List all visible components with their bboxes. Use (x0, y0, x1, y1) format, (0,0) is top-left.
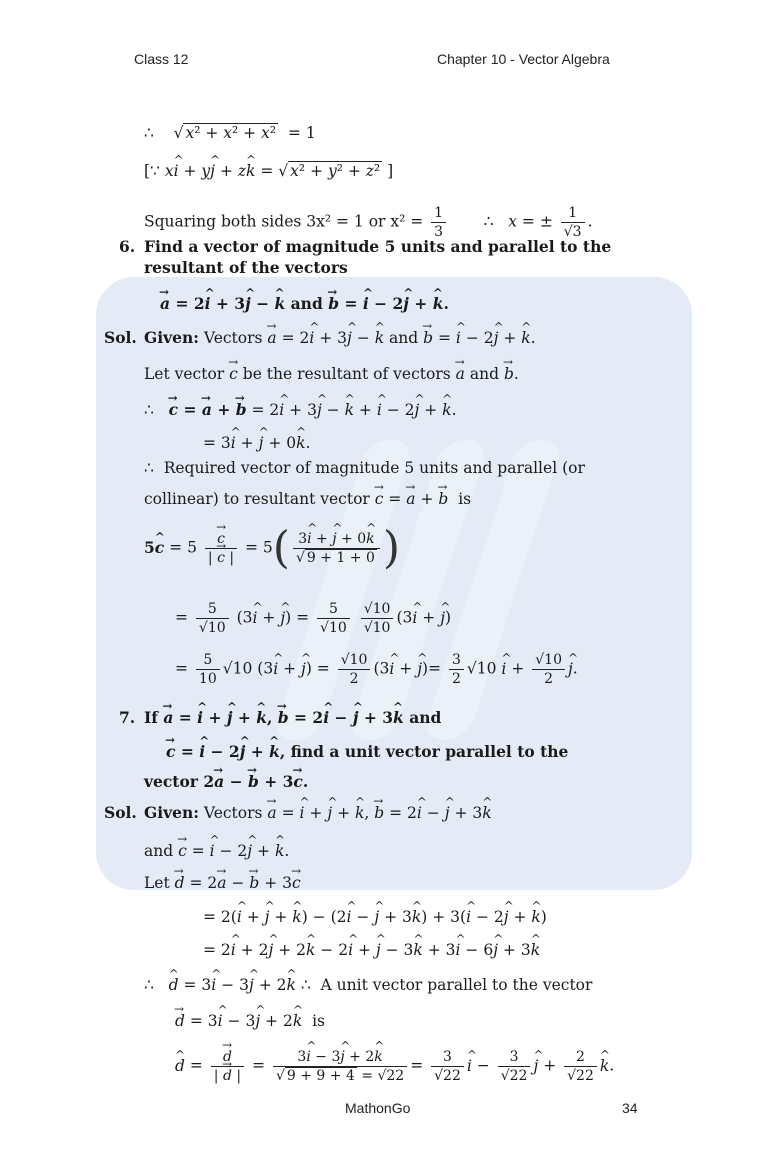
sol6-c-equals: ∴ → c = → a + → b = 2^ i + 3^ j − ^ k + ^ i − 2^ j + ^ k. (144, 399, 457, 421)
q6-line1: Find a vector of magnitude 5 units and parallel to the (144, 237, 612, 256)
q7-line1: If → a = ^ i + ^ j + ^ k, → b = 2^ i − ^ j + 3^ k and (144, 707, 441, 729)
sol6-let-line: Let vector → c be the resultant of vectors → a and → b. (144, 363, 519, 385)
sol7-given-line: Given: Vectors → a = ^ i + ^ j + ^ k, → b = 2^ i − ^ j + 3^ k (144, 802, 492, 824)
sol6-given-line: Given: Vectors → a = 2^ i + 3^ j − ^ k and → b = ^ i − 2^ j + ^ k. (144, 327, 536, 349)
sol6-5c-equation: 5^ c = 5 → $\frac{c}{| \to c |}$ = 5( $\frac{3\^{} i + \^{} j + 0\^{} k}{√ 9 + 1 + 0}$ ) (144, 530, 400, 567)
sol7-let-d: Let → d = 2→ a − → b + 3→ c (144, 872, 301, 894)
squaring-text: Squaring both sides 3x² = 1 or x² = (144, 212, 424, 231)
sol7-d-expand2: = 2^ i + 2^ j + 2^ k − 2^ i + ^ j − 3^ k + 3^ i − 6^ j + 3^ k (203, 939, 540, 961)
sol6-step2: = $\frac{5}{10}$ √10 (3^ i + ^ j) = $\frac{√10}{2}$ (3^ i + ^ j)= $\frac{3}{2}$ √10 ^ i + $\frac{√10}{2}$ ^ j. (175, 651, 578, 688)
q7-line3: vector 2→ a − → b + 3→ c. (144, 771, 308, 793)
sol6-label: Sol. (104, 328, 137, 347)
sol6-collinear-line: collinear) to resultant vector → c = → a + → b is (144, 488, 471, 510)
sol7-label: Sol. (104, 803, 137, 822)
class-label: Class 12 (134, 51, 189, 67)
eq-magnitude-note: [∵ x^ i + y^ j + z^ k = √ x² + y² + z² ] (144, 160, 393, 182)
q6-and: and (290, 294, 323, 313)
q6-line2: resultant of the vectors (144, 258, 348, 277)
q6-number: 6. (119, 237, 136, 256)
sol7-and-c-line: and → c = ^ i − 2^ j + ^ k. (144, 840, 289, 862)
footer-brand: MathonGo (345, 1100, 411, 1116)
sol7-d-vec: → d = 3^ i − 3^ j + 2^ k is (175, 1010, 325, 1032)
q7-line2: → c = ^ i − 2^ j + ^ k, find a unit vector parallel to the (166, 741, 568, 763)
eq-squaring: Squaring both sides 3x² = 1 or x² = $\frac{1}{3}$ ∴ x = ± $\frac{1}{√3}$ . (144, 205, 593, 240)
sol6-step1: = $\frac{5}{√10}$ (3^ i + ^ j) = $\frac{5}{√10}$ $\frac{√10}{√10}$ (3^ i + ^ j) (175, 600, 451, 637)
q6-vectors-line: → a = 2^ i + 3^ j − ^ k and → b = ^ i − 2^ j + ^ k. (160, 293, 449, 315)
chapter-label: Chapter 10 - Vector Algebra (437, 51, 610, 67)
sol6-c-result: = 3^ i + ^ j + 0^ k. (203, 432, 310, 454)
page-number: 34 (622, 1100, 638, 1116)
q7-number: 7. (119, 708, 136, 727)
sol7-final: ^ d = → $\frac{d}{| \to d |}$ = $\frac{3\^{} i - 3\^{} j + 2\^{} k}{√ 9 + 9 + 4 = √22}$ = $\frac{3}{√22}$ ^ i − $\frac{3}{√22}$ ^ j + $\frac{2}{√22}$ ^ k. (175, 1048, 614, 1085)
sol7-d-result: ∴ ^ d = 3^ i − 3^ j + 2^ k ∴ A unit vector parallel to the vector (144, 974, 592, 996)
sol6-required-line: ∴ Required vector of magnitude 5 units and parallel (or (144, 459, 585, 477)
sol7-d-expand1: = 2(^ i + ^ j + ^ k) − (2^ i − ^ j + 3^ k) + 3(^ i − 2^ j + ^ k) (203, 906, 547, 928)
eq-sqrt-x: ∴ √ x² + x² + x² = 1 (144, 124, 316, 142)
